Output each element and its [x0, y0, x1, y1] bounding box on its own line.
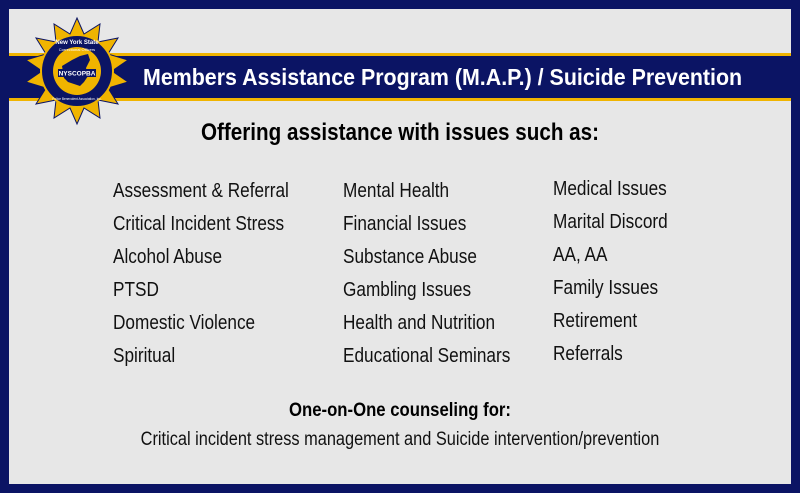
- info-card: [9, 9, 791, 484]
- issue-item: Alcohol Abuse: [113, 246, 223, 268]
- banner-title: Members Assistance Program (M.A.P.) / Suicide Prevention: [143, 64, 743, 90]
- issue-item: Retirement: [553, 310, 638, 332]
- issue-item: AA, AA: [553, 244, 608, 266]
- counseling-text: Critical incident stress management and Suicide intervention/prevention: [140, 429, 660, 450]
- issue-item: Assessment & Referral: [113, 180, 289, 202]
- issue-item: Referrals: [553, 343, 623, 365]
- offering-heading: Offering assistance with issues such as:: [200, 119, 600, 146]
- issue-item: Financial Issues: [343, 213, 467, 235]
- issues-column-3: [553, 173, 686, 371]
- issue-item: Substance Abuse: [343, 246, 477, 268]
- issue-item: Gambling Issues: [343, 279, 472, 301]
- issue-item: Family Issues: [553, 277, 659, 299]
- issue-item: Health and Nutrition: [343, 312, 496, 334]
- issue-item: Medical Issues: [553, 178, 667, 200]
- issue-item: Mental Health: [343, 180, 450, 202]
- badge-top-text: New York State: [55, 40, 99, 46]
- issue-item: Marital Discord: [553, 211, 668, 233]
- issues-column-2: [343, 175, 538, 373]
- issue-item: Critical Incident Stress: [113, 213, 285, 235]
- issues-column-1: [113, 175, 318, 373]
- counseling-heading: One-on-One counseling for:: [288, 400, 512, 421]
- issue-item: Spiritual: [113, 345, 176, 367]
- issue-item: Educational Seminars: [343, 345, 511, 367]
- issue-item: Domestic Violence: [113, 312, 256, 334]
- badge-center-text: NYSCOPBA: [58, 70, 96, 78]
- issue-item: PTSD: [113, 279, 159, 301]
- badge-mid-text: Correctional Officers: [58, 47, 96, 52]
- badge-bottom-text: Police Benevolent Association, Inc.: [52, 97, 102, 101]
- nyscopba-badge-logo: [22, 16, 132, 126]
